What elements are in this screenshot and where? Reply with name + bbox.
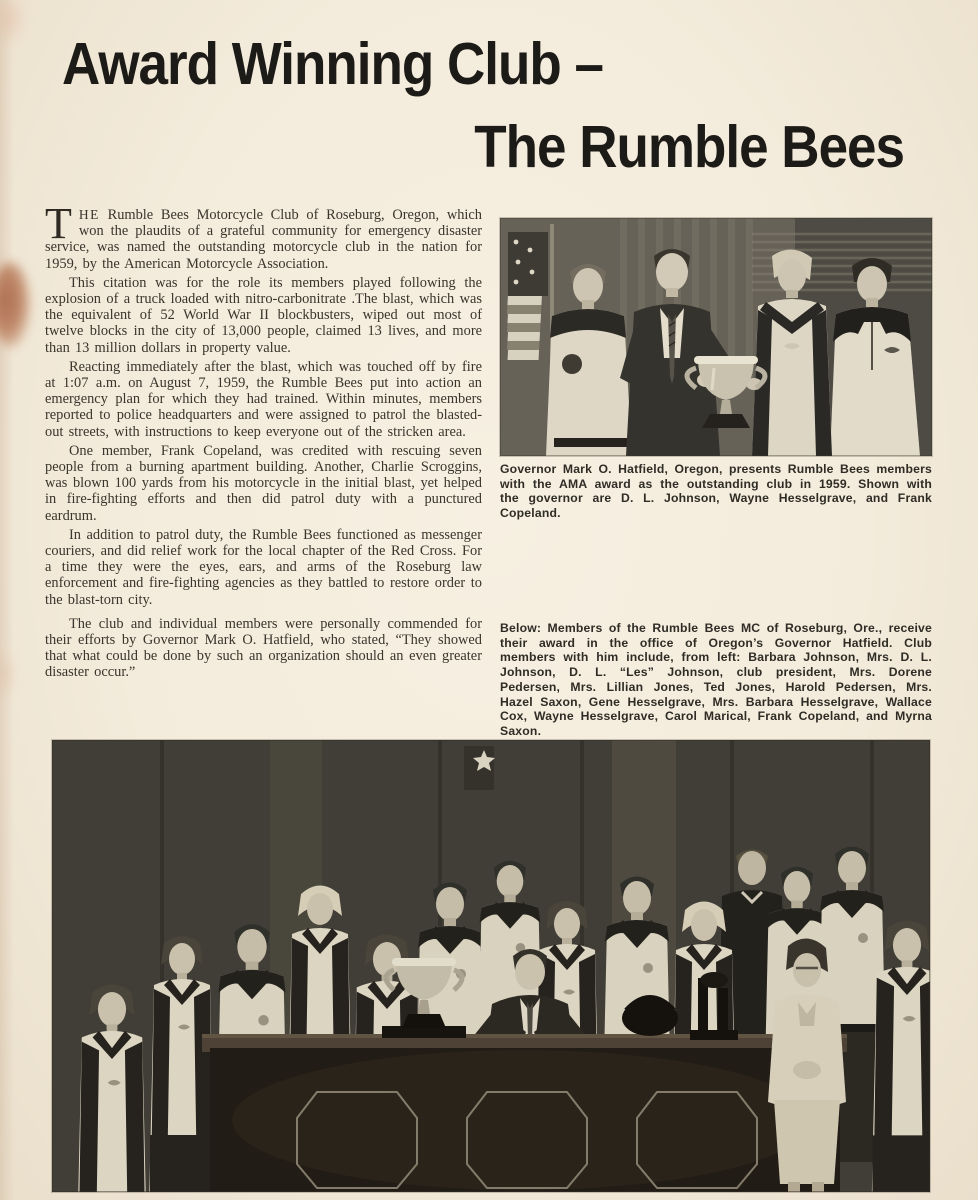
flag-corner xyxy=(464,746,495,790)
paragraph-3: Reacting immediately after the blast, which was touched off by fire at 1:07 a.m. on August 7, 1959, the Rumble Bees put into action an emergency plan for which they had trained. Within minutes, members reported to police headquarters and were assigned to patrol the blasted-out streets, with instructions to keep everyone out of the stricken area. xyxy=(45,358,482,440)
desk xyxy=(202,1034,847,1192)
paragraph-1 xyxy=(45,199,482,272)
paragraph-2: This citation was for the role its members played following the explosion of a truck loaded with nitro-carbonitrate .The blast, which was the equivalent of 52 World War II blockbusters, wiped out most of twelve blocks in the city of 13,000 people, claimed 13 lives, and more than 13 million dollars in property value. xyxy=(45,274,482,356)
lead-caps: HE xyxy=(78,207,100,222)
drop-cap: T xyxy=(45,199,72,248)
title-line-1: Award Winning Club – xyxy=(62,31,603,98)
top-photo xyxy=(500,218,932,456)
paragraph-5: In addition to patrol duty, the Rumble Bees functioned as messenger couriers, and did relief work for the local chapter of the Red Cross. For a time they were the eyes, ears, and arms of the Roseburg law enforcement and fire-fighting agencies as they battled to restore order to the blast-torn city. xyxy=(45,526,482,608)
bottom-photo-caption: Below: Members of the Rumble Bees MC of Roseburg, Ore., receive their award in the office of Oregon’s Governor Hatfield. Club members with him include, from left: Barbara Johnson, Mrs. D. L. Johnson, D. L. “Les” Johnson, club president, Mrs. Dorene Pedersen, Mrs. Lillian Jones, Ted Jones, Harold Pedersen, Mrs. Hazel Saxon, Gene Hesselgrave, Mrs. Barbara Hesselgrave, Wallace Cox, Wayne Hesselgrave, Carol Marical, Frank Copeland, and Myrna Saxon. xyxy=(500,621,932,738)
scan-finger-smudge xyxy=(0,262,30,348)
top-photo-caption: Governor Mark O. Hatfield, Oregon, presents Rumble Bees members with the AMA award as the outstanding club in 1959. Shown with the governor are D. L. Johnson, Wayne Hesselgrave, and Frank Copeland. xyxy=(500,462,932,521)
bottom-photo xyxy=(52,740,930,1192)
article-title xyxy=(62,30,912,181)
page-edge-shading xyxy=(0,0,14,1200)
title-line-2: The Rumble Bees xyxy=(474,114,904,181)
scan-corner-smudge xyxy=(0,0,26,46)
paragraph-4: One member, Frank Copeland, was credited with rescuing seven people from a burning apartment building. Another, Charlie Scroggins, was blown 100 yards from his motorcycle in the initial blast, yet helped in fire-fighting efforts and then did patrol duty with a punctured eardrum. xyxy=(45,442,482,524)
paragraph-1-text: Rumble Bees Motorcycle Club of Roseburg, Oregon, which won the plaudits of a grateful community for emergency disaster service, was named the outstanding motorcycle club in the nation for 1959, by the American Motorcycle Association. xyxy=(45,207,482,272)
paragraph-6: The club and individual members were personally commended for their efforts by Governor Mark O. Hatfield, who stated, “They showed that what could be done by such an organization should an even greater disaster occur.” xyxy=(45,615,482,681)
bottom-photo-illustration xyxy=(52,740,930,1192)
article-body xyxy=(45,199,482,681)
top-photo-illustration xyxy=(500,218,932,456)
scan-edge-smudge xyxy=(0,648,18,700)
